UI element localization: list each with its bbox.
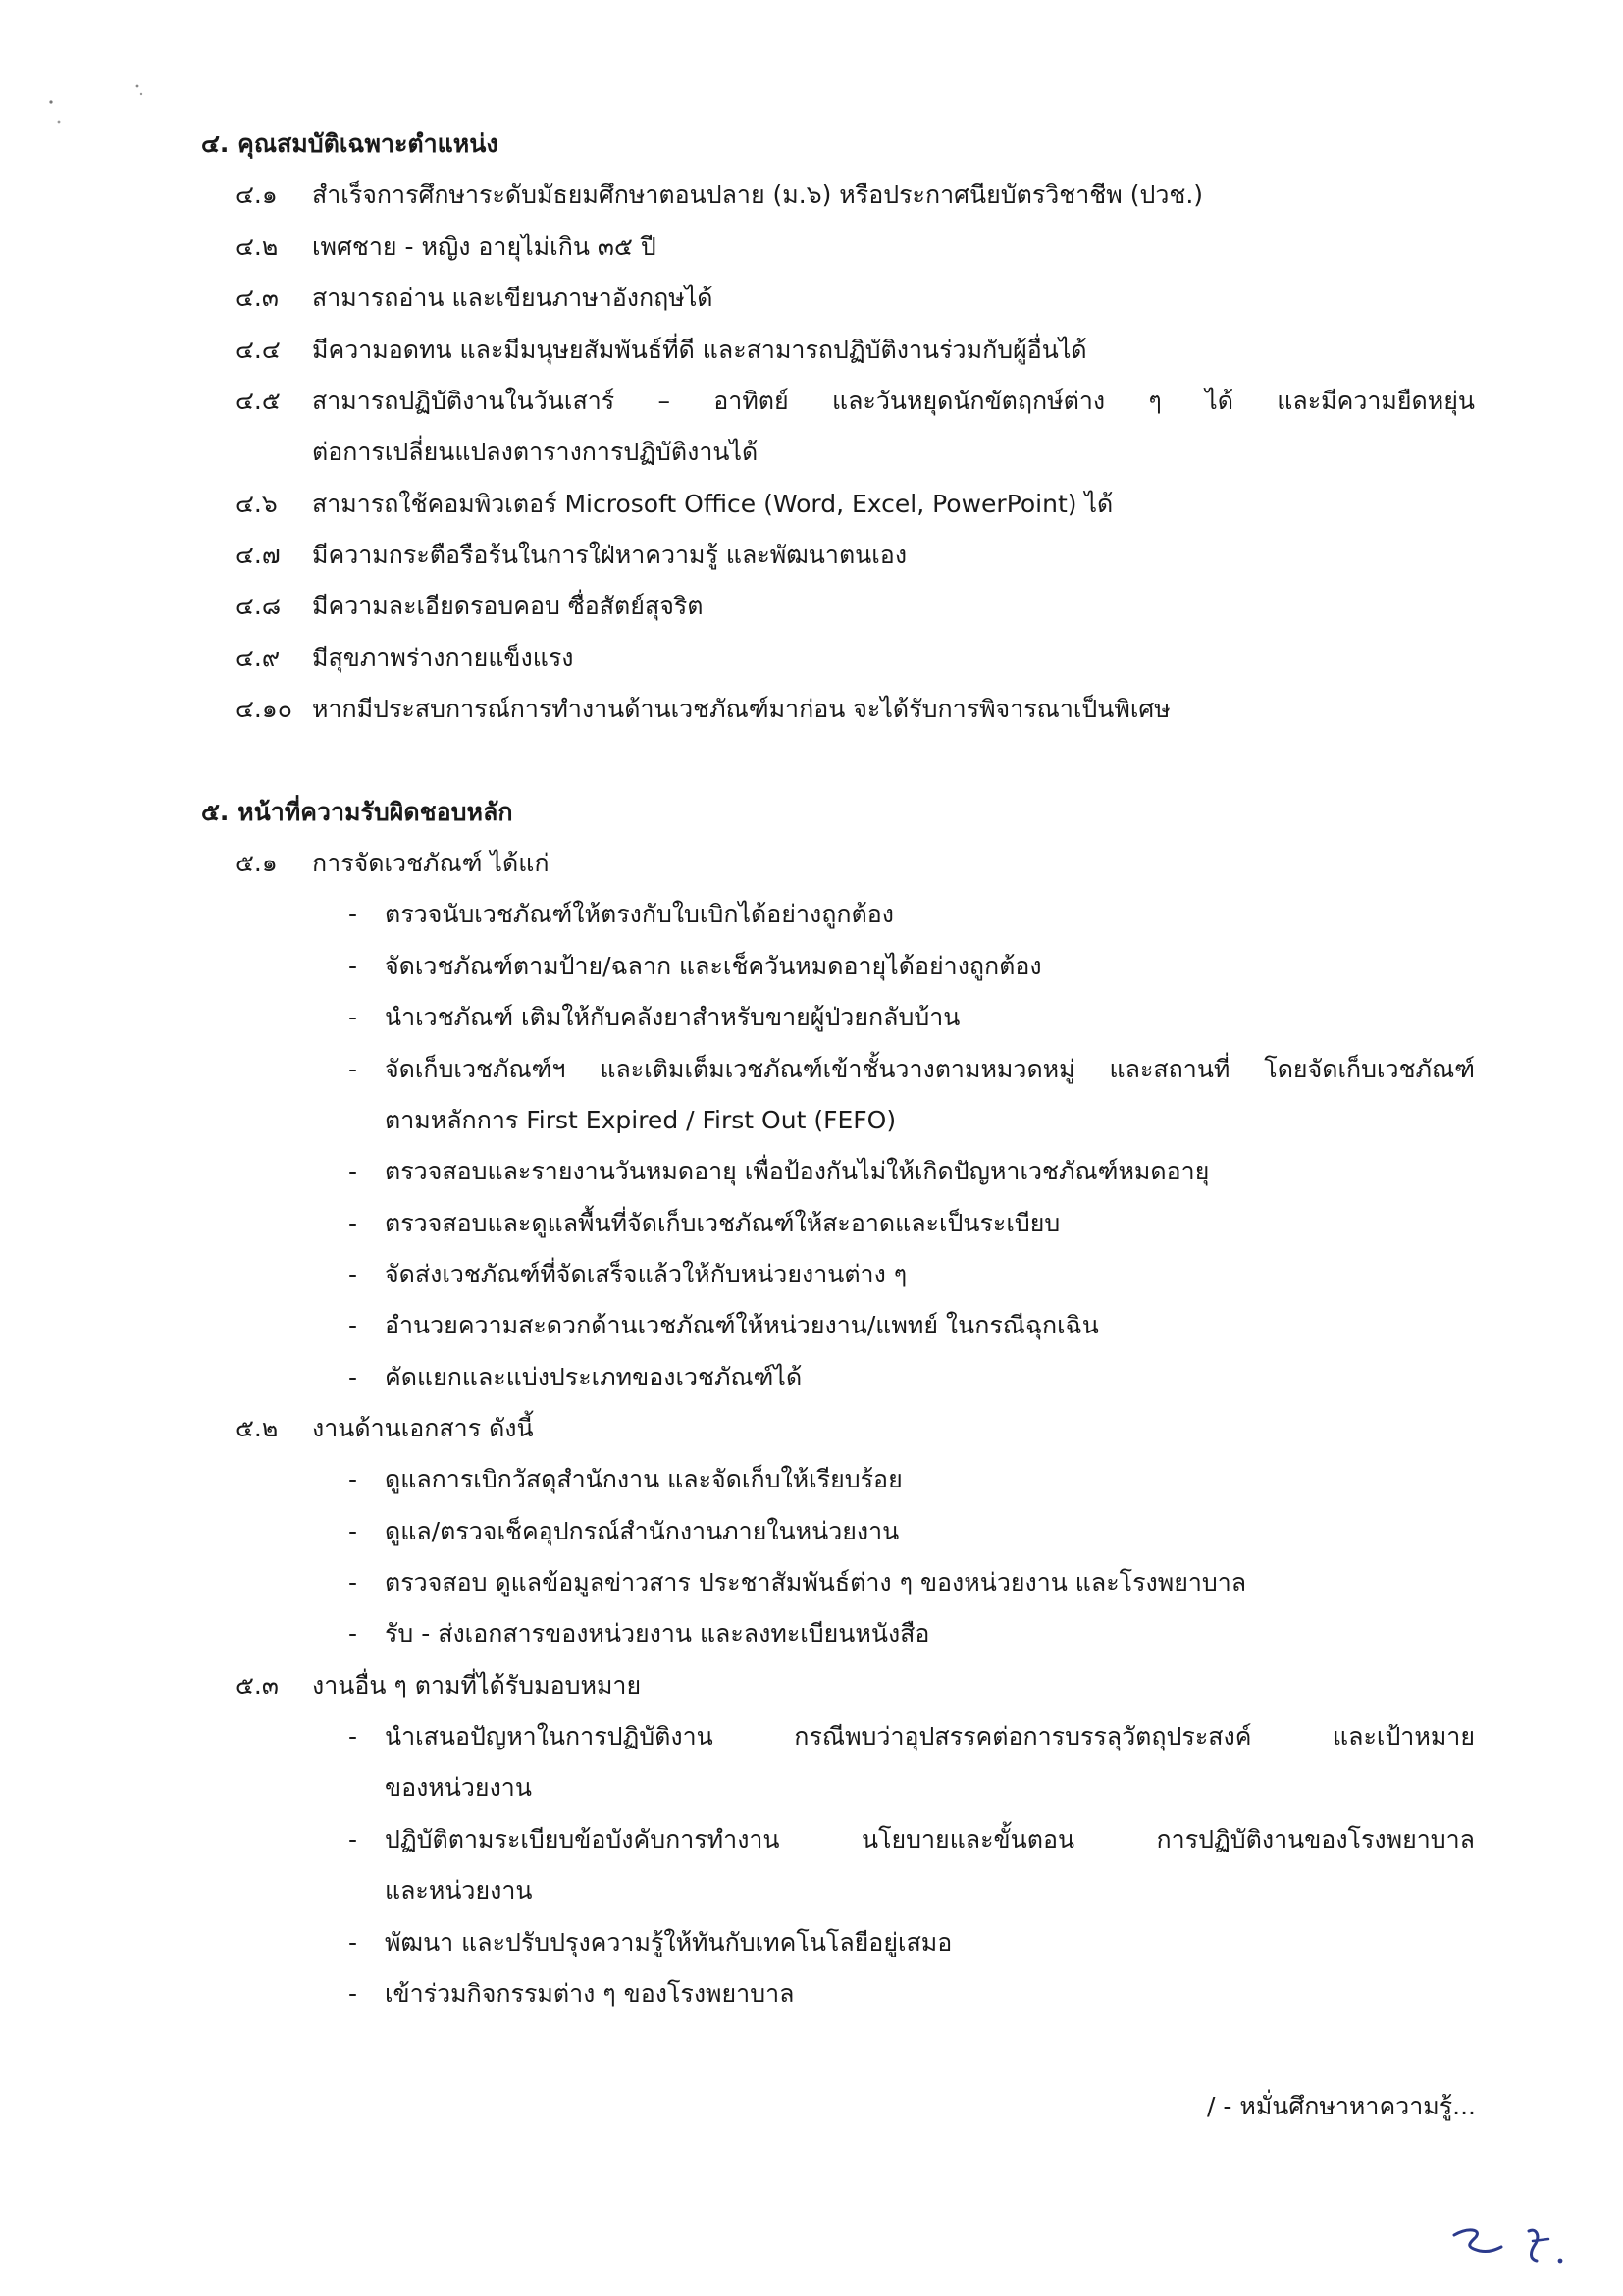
qualification-item: สามารถอ่าน และเขียนภาษาอังกฤษได้ [312, 284, 713, 312]
bullet-dash: - [348, 1568, 358, 1596]
qualification-item: มีความกระตือรือร้นในการใฝ่หาความรู้ และพัฒนาตนเอง [312, 541, 908, 569]
duty-item: ตรวจสอบและรายงานวันหมดอายุ เพื่อป้องกันไม่ให้เกิดปัญหาเวชภัณฑ์หมดอายุ [385, 1157, 1210, 1185]
qualification-item: หากมีประสบการณ์การทำงานด้านเวชภัณฑ์มาก่อน จะได้รับการพิจารณาเป็นพิเศษ [312, 695, 1171, 723]
scan-specks-icon [39, 69, 177, 137]
duty-item: นำเวชภัณฑ์ เติมให้กับคลังยาสำหรับขายผู้ป่วยกลับบ้าน [385, 1003, 961, 1031]
item-number: ๔.๙ [236, 644, 281, 672]
duty-item-continuation: และหน่วยงาน [385, 1876, 533, 1905]
section-4-heading: ๔. คุณสมบัติเฉพาะตำแหน่ง [201, 130, 498, 158]
bullet-dash: - [348, 900, 358, 928]
item-number: ๔.๑ [236, 181, 278, 209]
duty-item: พัฒนา และปรับปรุงความรู้ให้ทันกับเทคโนโลยีอยู่เสมอ [385, 1928, 953, 1957]
qualification-item: สามารถใช้คอมพิวเตอร์ Microsoft Office (Word, Excel, PowerPoint) ได้ [312, 490, 1114, 518]
subsection-title: งานด้านเอกสาร ดังนี้ [312, 1414, 534, 1442]
qualification-item: มีความละเอียดรอบคอบ ซื่อสัตย์สุจริต [312, 592, 704, 620]
bullet-dash: - [348, 1157, 358, 1185]
bullet-dash: - [348, 1003, 358, 1031]
qualification-item: มีสุขภาพร่างกายแข็งแรง [312, 644, 574, 672]
subsection-title: งานอื่น ๆ ตามที่ได้รับมอบหมาย [312, 1671, 642, 1699]
item-number: ๔.๗ [236, 541, 281, 569]
item-number: ๔.๒ [236, 233, 279, 261]
bullet-dash: - [348, 1311, 358, 1339]
duty-item-continuation: ของหน่วยงาน [385, 1773, 532, 1801]
bullet-dash: - [348, 1722, 358, 1750]
item-number: ๔.๖ [236, 490, 278, 518]
duty-item: ตรวจสอบ ดูแลข้อมูลข่าวสาร ประชาสัมพันธ์ต่าง ๆ ของหน่วยงาน และโรงพยาบาล [385, 1568, 1247, 1596]
qualification-item: สามารถปฏิบัติงานในวันเสาร์ – อาทิตย์ และวันหยุดนักขัตฤกษ์ต่าง ๆ ได้ และมีความยืดหยุ่น [312, 387, 1475, 415]
subsection-number: ๕.๓ [236, 1671, 279, 1699]
bullet-dash: - [348, 1055, 358, 1083]
duty-item: จัดส่งเวชภัณฑ์ที่จัดเสร็จแล้วให้กับหน่วยงานต่าง ๆ [385, 1260, 908, 1288]
bullet-dash: - [348, 1619, 358, 1647]
duty-item: ดูแล/ตรวจเช็คอุปกรณ์สำนักงานภายในหน่วยงาน [385, 1517, 900, 1545]
page-continuation-text: / - หมั่นศึกษาหาความรู้... [1207, 2092, 1476, 2120]
bullet-dash: - [348, 1209, 358, 1237]
item-number: ๔.๓ [236, 284, 279, 312]
item-number: ๔.๔ [236, 336, 281, 364]
subsection-title: การจัดเวชภัณฑ์ ได้แก่ [312, 849, 550, 877]
bullet-dash: - [348, 1363, 358, 1391]
bullet-dash: - [348, 1465, 358, 1493]
duty-item: รับ - ส่งเอกสารของหน่วยงาน และลงทะเบียนหนังสือ [385, 1619, 930, 1647]
qualification-item: สำเร็จการศึกษาระดับมัธยมศึกษาตอนปลาย (ม.๖) หรือประกาศนียบัตรวิชาชีพ (ปวช.) [312, 181, 1204, 209]
qualification-item: เพศชาย - หญิง อายุไม่เกิน ๓๕ ปี [312, 233, 656, 261]
duty-item-continuation: ตามหลักการ First Expired / First Out (FEFO) [385, 1106, 897, 1134]
duty-item: คัดแยกและแบ่งประเภทของเวชภัณฑ์ได้ [385, 1363, 803, 1391]
subsection-number: ๕.๒ [236, 1414, 279, 1442]
section-5-heading: ๕. หน้าที่ความรับผิดชอบหลัก [201, 798, 513, 826]
duty-item: จัดเวชภัณฑ์ตามป้าย/ฉลาก และเช็ควันหมดอายุได้อย่างถูกต้อง [385, 952, 1042, 980]
bullet-dash: - [348, 1260, 358, 1288]
bullet-dash: - [348, 1517, 358, 1545]
duty-item: เข้าร่วมกิจกรรมต่าง ๆ ของโรงพยาบาล [385, 1979, 795, 2008]
duty-item: ดูแลการเบิกวัสดุสำนักงาน และจัดเก็บให้เรียบร้อย [385, 1465, 903, 1493]
item-number: ๔.๘ [236, 592, 282, 620]
qualification-item-continuation: ต่อการเปลี่ยนแปลงตารางการปฏิบัติงานได้ [312, 438, 759, 466]
duty-item: ตรวจนับเวชภัณฑ์ให้ตรงกับใบเบิกได้อย่างถูกต้อง [385, 900, 894, 928]
duty-item: ตรวจสอบและดูแลพื้นที่จัดเก็บเวชภัณฑ์ให้สะอาดและเป็นระเบียบ [385, 1209, 1061, 1237]
handwritten-initials-icon [1446, 2208, 1594, 2276]
bullet-dash: - [348, 952, 358, 980]
duty-item: นำเสนอปัญหาในการปฏิบัติงาน กรณีพบว่าอุปสรรคต่อการบรรลุวัตถุประสงค์ และเป้าหมาย [385, 1722, 1475, 1750]
duty-item: ปฏิบัติตามระเบียบข้อบังคับการทำงาน นโยบายและขั้นตอน การปฏิบัติงานของโรงพยาบาล [385, 1825, 1475, 1853]
bullet-dash: - [348, 1979, 358, 2008]
bullet-dash: - [348, 1928, 358, 1957]
qualification-item: มีความอดทน และมีมนุษยสัมพันธ์ที่ดี และสามารถปฏิบัติงานร่วมกับผู้อื่นได้ [312, 336, 1087, 364]
item-number: ๔.๑๐ [236, 695, 292, 723]
duty-item: อำนวยความสะดวกด้านเวชภัณฑ์ให้หน่วยงาน/แพทย์ ในกรณีฉุกเฉิน [385, 1311, 1099, 1339]
item-number: ๔.๕ [236, 387, 281, 415]
bullet-dash: - [348, 1825, 358, 1853]
subsection-number: ๕.๑ [236, 849, 278, 877]
duty-item: จัดเก็บเวชภัณฑ์ฯ และเติมเต็มเวชภัณฑ์เข้าชั้นวางตามหมวดหมู่ และสถานที่ โดยจัดเก็บเวชภัณฑ์ [385, 1055, 1475, 1083]
